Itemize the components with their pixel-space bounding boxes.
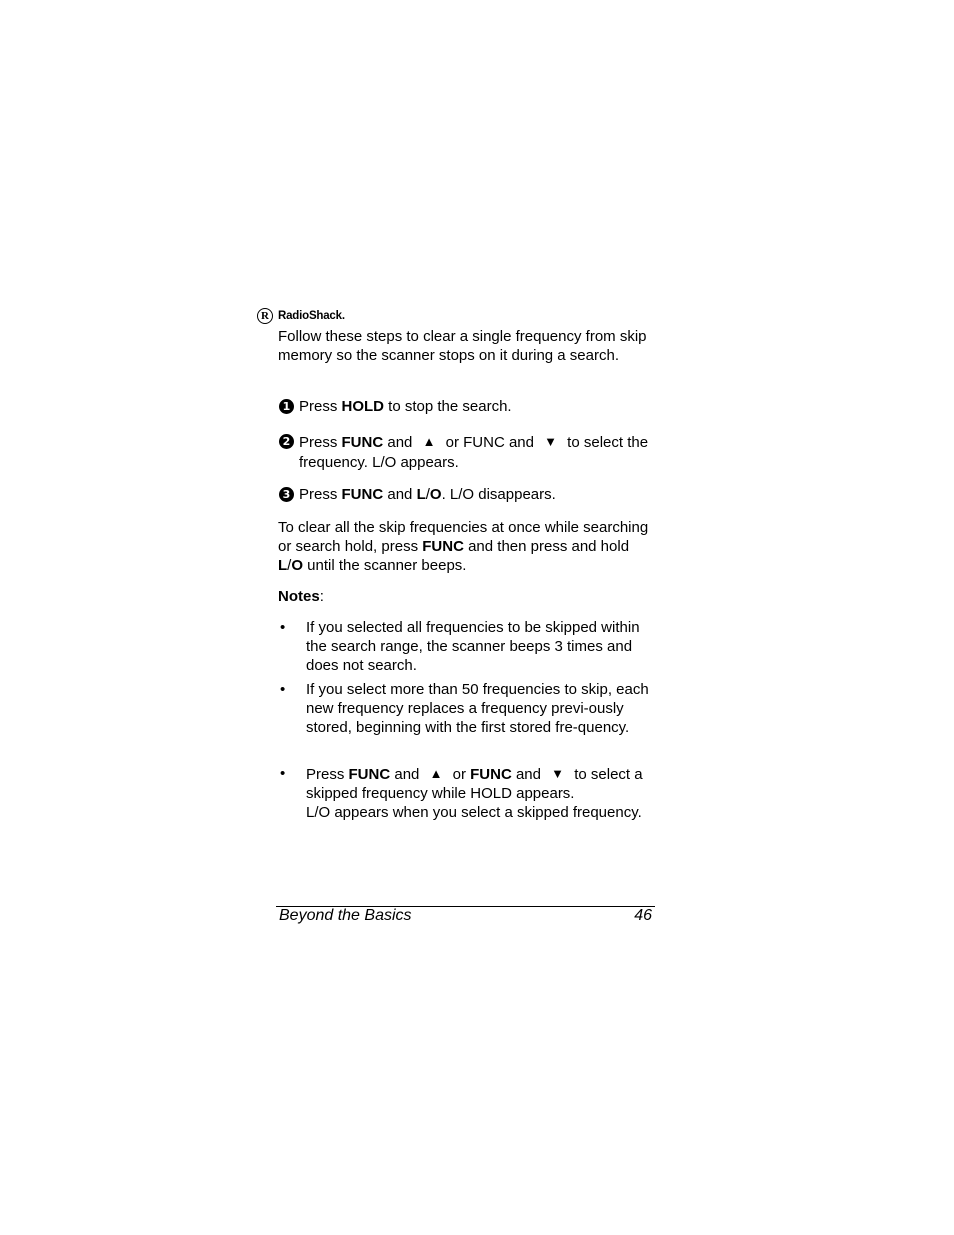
func-key: FUNC xyxy=(422,538,464,555)
func-key: FUNC xyxy=(348,766,391,783)
down-arrow-icon: ▼ xyxy=(551,766,565,781)
up-arrow-icon: ▲ xyxy=(429,766,443,781)
page-number: 46 xyxy=(634,907,652,924)
func-key: FUNC xyxy=(341,434,384,451)
down-arrow-icon: ▼ xyxy=(544,434,558,449)
logo-wordmark: RadioShack. xyxy=(278,310,345,322)
footer-section-title: Beyond the Basics xyxy=(279,907,412,924)
step-3: 3 Press FUNC and L/O. L/O disappears. xyxy=(279,485,657,505)
step-number-1-icon: 1 xyxy=(279,399,294,414)
func-key: FUNC xyxy=(341,486,384,503)
step-number-3-icon: 3 xyxy=(279,487,294,502)
bullet-icon: • xyxy=(280,765,286,782)
clear-all-paragraph: To clear all the skip frequencies at once while searching or search hold, press FUNC and then press and hold L/O until the scanner beeps. xyxy=(278,519,649,574)
radioshack-logo xyxy=(257,306,345,326)
step-number-2-icon: 2 xyxy=(279,434,294,449)
step-1: 1 Press HOLD to stop the search. xyxy=(279,397,657,417)
hold-key: HOLD xyxy=(341,398,385,415)
bullet-icon: • xyxy=(280,681,286,698)
func-key: FUNC xyxy=(470,766,512,783)
note-item-1: • If you selected all frequencies to be skipped within the search range, the scanner beeps 3 times and does not search. xyxy=(280,619,640,674)
intro-paragraph: Follow these steps to clear a single frequency from skip memory so the scanner stops on it during a search. xyxy=(278,328,647,364)
lo-key: O xyxy=(429,486,442,503)
step-2: 2 Press FUNC and ▲ or FUNC and ▼ to select the frequency. L/O appears. xyxy=(279,432,657,473)
lo-key: O xyxy=(291,557,304,574)
registered-r-icon: R xyxy=(257,308,273,324)
note-item-2: • If you select more than 50 frequencies to skip, each new frequency replaces a frequency previ-ously stored, beginning with the first stored fre-quency. xyxy=(280,681,649,736)
note-item-3: • Press FUNC and ▲ or FUNC and ▼ to select a skipped frequency while HOLD appears. L/O appears when you select a skipped frequency. xyxy=(280,765,643,821)
bullet-icon: • xyxy=(280,619,286,636)
up-arrow-icon: ▲ xyxy=(422,434,436,449)
notes-heading: Notes: xyxy=(278,588,324,605)
